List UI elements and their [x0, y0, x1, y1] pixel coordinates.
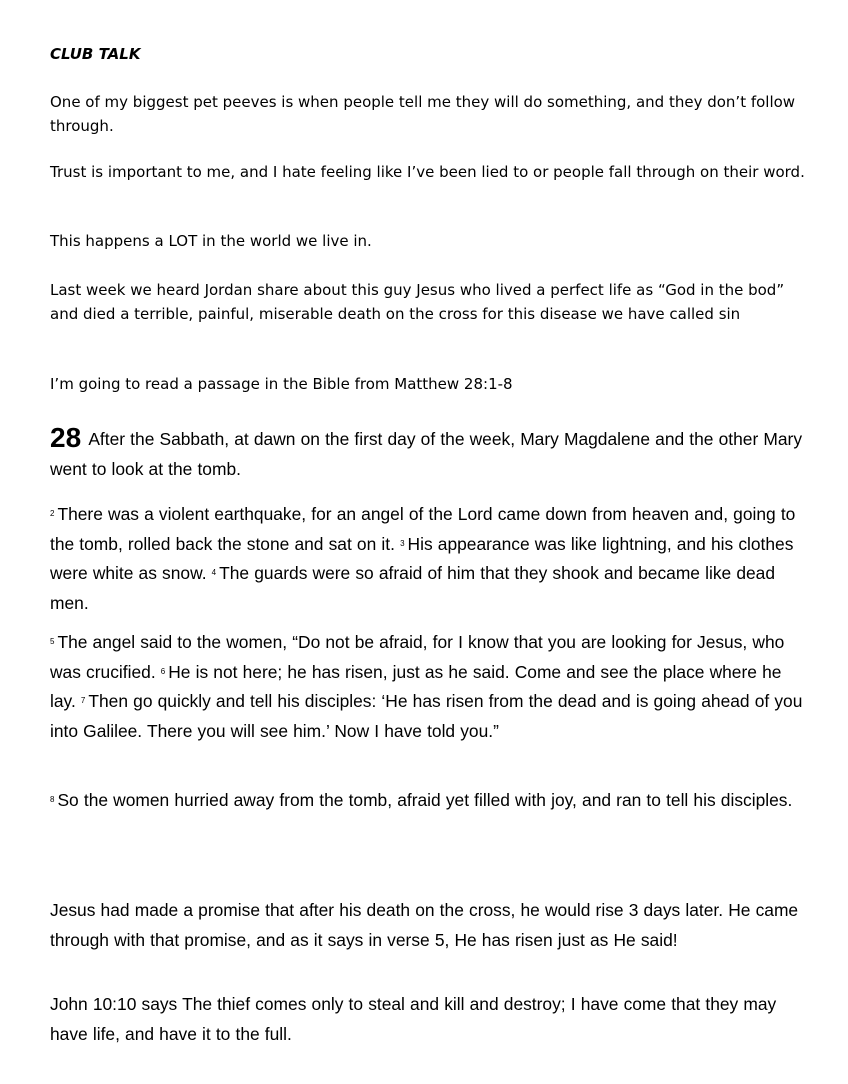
page-heading: CLUB TALK: [50, 45, 141, 63]
verse-4-text: The guards were so afraid of him that they shook and became like dead men.: [50, 563, 776, 613]
verse-2-text: There was a violent earthquake, for an angel of the Lord came down from heaven and, going to the tomb, rolled back the stone and sat on it.: [50, 504, 796, 554]
verse-1-text: After the Sabbath, at dawn on the first day of the week, Mary Magdalene and the other Mary went to look at the tomb.: [50, 429, 803, 479]
chapter-number: 28: [50, 422, 82, 453]
intro-paragraph-3: This happens a LOT in the world we live in.: [50, 232, 372, 250]
closing-paragraph-2: John 10:10 says The thief comes only to steal and kill and destroy; I have come that they may have life, and have it to the full.: [50, 994, 777, 1044]
verse-4-number: 4: [211, 568, 217, 577]
verse-3-text: His appearance was like lightning, and his clothes were white as snow.: [50, 533, 794, 583]
intro-paragraph-4: Last week we heard Jordan share about this guy Jesus who lived a perfect life as “God in the bod” and died a terrible, painful, miserable death on the cross for this disease we have called sin: [50, 281, 785, 323]
verse-5-text: The angel said to the women, “Do not be afraid, for I know that you are looking for Jesus, who was crucified.: [50, 632, 785, 682]
scripture-verse-1: [50, 423, 810, 484]
scripture-verses-5-7: [50, 628, 810, 746]
verse-6-number: 6: [160, 666, 166, 676]
verse-7-number: 7: [80, 696, 86, 705]
closing-paragraph-1: Jesus had made a promise that after his death on the cross, he would rise 3 days later. He came through with that promise, and as it says in verse 5, He has risen just as He said!: [50, 900, 799, 950]
intro-paragraph-2: Trust is important to me, and I hate feeling like I’ve been lied to or people fall through on their word.: [50, 163, 805, 181]
intro-paragraph-1: One of my biggest pet peeves is when people tell me they will do something, and they don’t follow through.: [50, 93, 796, 135]
intro-paragraph-5: I’m going to read a passage in the Bible from Matthew 28:1-8: [50, 375, 513, 393]
verse-8-text: So the women hurried away from the tomb, afraid yet filled with joy, and ran to tell his disciples.: [57, 790, 793, 810]
verse-8-number: 8: [50, 795, 55, 804]
scripture-verses-2-4: [50, 500, 810, 618]
verse-6-text: He is not here; he has risen, just as he said. Come and see the place where he lay.: [50, 661, 782, 711]
verse-2-number: 2: [50, 509, 55, 518]
verse-5-number: 5: [50, 637, 55, 646]
verse-3-number: 3: [400, 538, 405, 548]
verse-7-text: Then go quickly and tell his disciples: ‘He has risen from the dead and is going ahead of you into Galilee. There you will see him.’ Now I have told you.”: [50, 691, 803, 741]
scripture-verse-8: [50, 786, 810, 816]
